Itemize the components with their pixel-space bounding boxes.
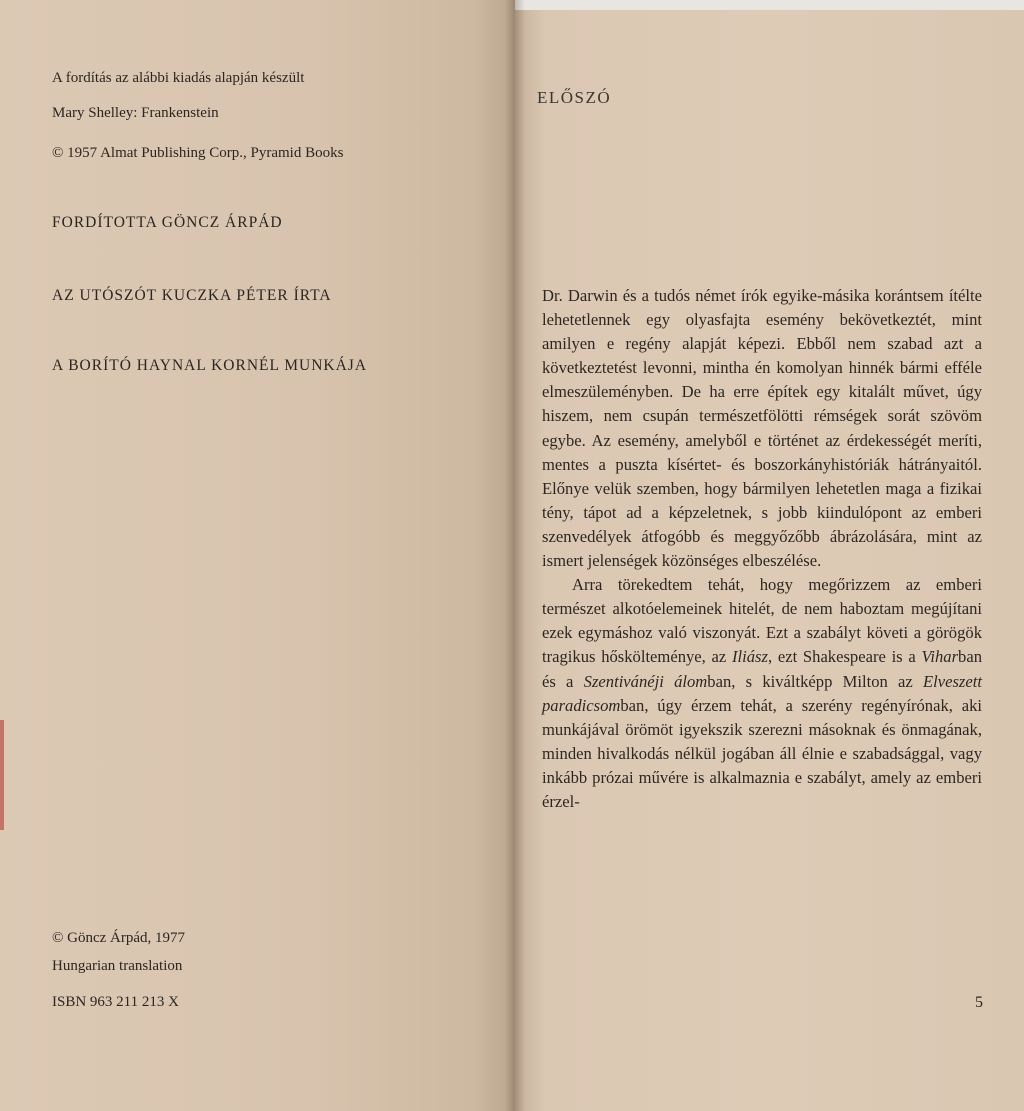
chapter-heading: ELŐSZÓ [537,88,612,107]
title-elveszett-paradicsom: Elveszett paradicsom [542,671,982,715]
afterword-credit: AZ UTÓSZÓT KUCZKA PÉTER ÍRTA [52,287,332,304]
page-number: 5 [975,994,983,1011]
paragraph-2-part-a: Arra törekedtem tehát, hogy megőrizzem az emberi természet alkotóelemeinek hitelét, de nem haboztam megújítani ezek egymáshoz való viszonyát. Ezt a szabályt követi a görögök tragikus hőskölteménye, az [542,575,982,667]
book-gutter [505,0,525,1111]
paragraph-2 [542,573,982,814]
translator-credit: FORDÍTOTTA GÖNCZ ÁRPÁD [52,214,283,231]
paragraph-2-part-e: ban, úgy érzem tehát, a szerény regényírónak, aki munkájával örömöt igyekszik szerezni másoknak és önmagának, minden hivalkodás nélkül jogában áll élnie e szabadsággal, vagy inkább prózai művére is alkalmaznia e szabályt, amely az emberi érzel- [542,695,982,811]
title-vihar: Vihar [921,647,959,667]
cover-credit: A BORÍTÓ HAYNAL KORNÉL MUNKÁJA [52,357,368,374]
title-iliasz: Iliász [732,647,768,667]
paragraph-2-part-b: , ezt Shakespeare is a [767,647,922,667]
title-szentivaneji-alom: Szentivánéji álom [583,671,708,691]
paragraph-2-part-c: ban és a [542,647,983,691]
original-copyright: © 1957 Almat Publishing Corp., Pyramid Books [52,145,344,161]
translation-copyright: © Göncz Árpád, 1977 [52,930,186,946]
preface-text [542,284,982,814]
isbn: ISBN 963 211 213 X [52,994,179,1010]
paragraph-2-part-d: ban, s kiváltképp Milton az [707,671,923,691]
paragraph-1: Dr. Darwin és a tudós német írók egyike-másika korántsem ítélte lehetetlennek egy olyasfajta esemény bekövetkeztét, mint amilyen e regény alapját képezi. Ebből nem szabad azt a következtetést levonni, mintha én komolyan hinnék bármi efféle elmeszüleményben. De ha erre építek egy kitalált művet, úgy hiszem, nem csupán természetfölötti rémségek sorát szövöm egybe. Az esemény, amelyből e történet az érdekességét meríti, mentes a puszta kísértet- és boszorkányhistóriák hátrányaitól. Előnye velük szemben, hogy bármilyen lehetetlen maga a fizikai tény, tápot ad a képzeletnek, s jobb kiindulópont az emberi szenvedélyek átfogóbb és meggyőzőbb ábrázolására, mint az ismert jelenségek közönséges elbeszélése. [542,286,982,571]
translation-note: Hungarian translation [52,958,183,974]
translation-source-note: A fordítás az alábbi kiadás alapján készült [52,70,305,86]
original-title: Mary Shelley: Frankenstein [52,105,219,121]
red-edge-mark [0,720,4,830]
